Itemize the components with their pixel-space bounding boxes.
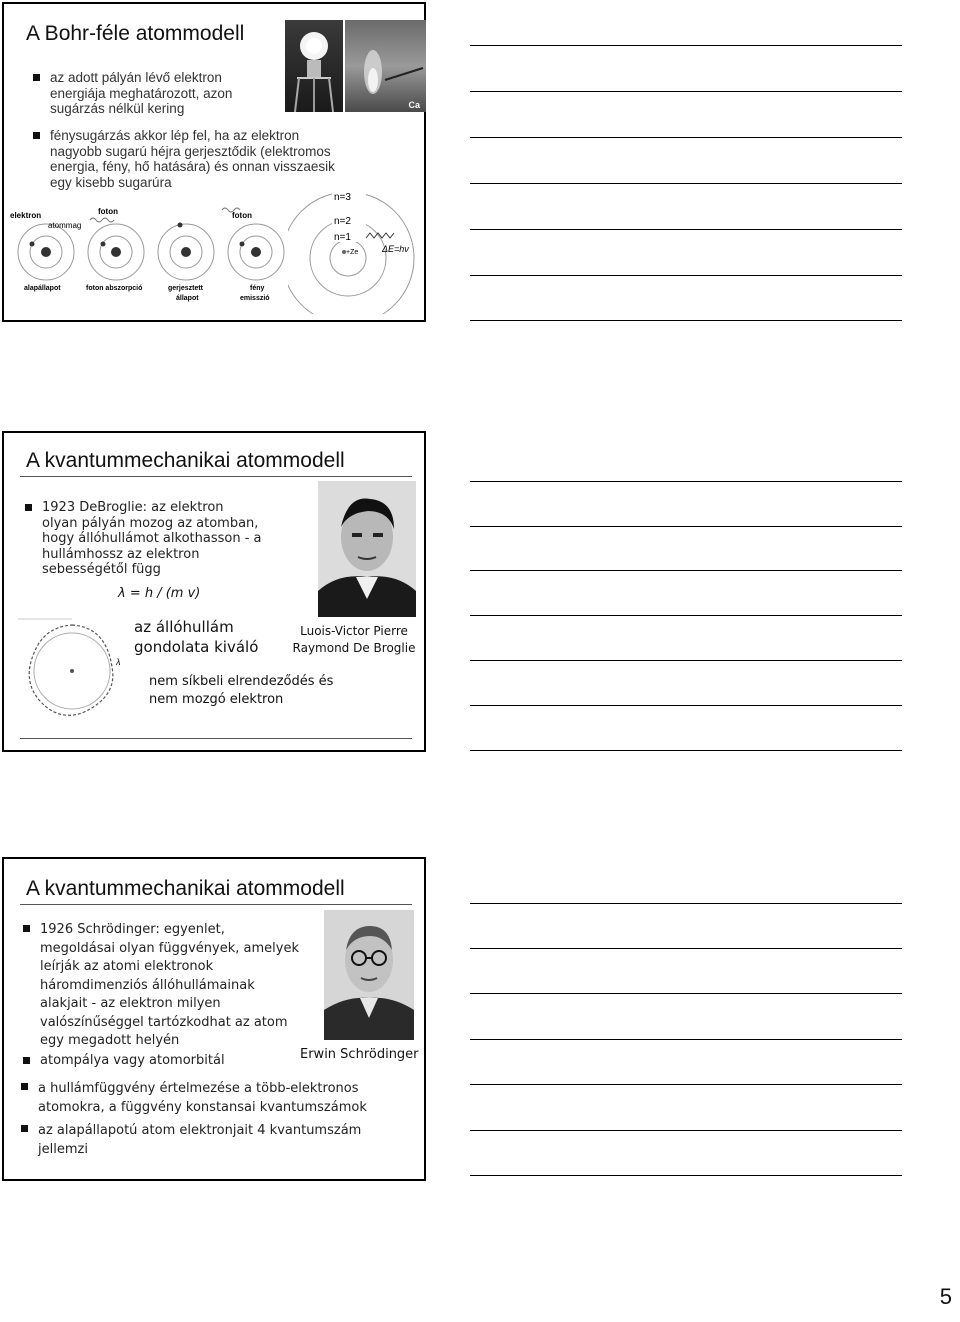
- note-line: [470, 1039, 902, 1040]
- diagram-label-elektron: elektron: [10, 211, 42, 220]
- title-underline: [20, 904, 412, 905]
- portrait-caption: Erwin Schrödinger: [300, 1047, 419, 1062]
- bullet-atomic-orbital: atompálya vagy atomorbitál: [40, 1053, 280, 1069]
- note-line: [470, 45, 902, 46]
- bullet-schrodinger-equation: 1926 Schrödinger: egyenlet, megoldásai olyan függvények, amelyek leírják az atomi elektronok háromdimenziós állóhullámainak alakjait - az elektron milyen valószínűséggel tartózkodhat az atom egy megadott helyén: [40, 921, 330, 1051]
- slide-debroglie: [2, 431, 426, 752]
- slide-schrodinger: [2, 857, 426, 1181]
- diagram-label-gerjesztett-2: állapot: [176, 295, 199, 302]
- note-line: [470, 229, 902, 230]
- slide-title: A Bohr-féle atommodell: [26, 22, 245, 45]
- diagram-label-foton-abszorpcio: foton abszorpció: [86, 285, 143, 292]
- note-line: [470, 948, 902, 949]
- level-n1: n=1: [334, 232, 351, 243]
- diagram-label-atommag: atommag: [48, 221, 82, 230]
- standing-wave-text: az állóhullám gondolata kiváló: [134, 618, 259, 656]
- note-line: [470, 275, 902, 276]
- schrodinger-portrait: [324, 910, 414, 1040]
- nucleus-label: +Ze: [346, 249, 359, 256]
- diagram-label-feny-2: emisszió: [240, 295, 270, 302]
- flame-photo: [345, 20, 426, 112]
- wave-lambda-label: λ: [116, 657, 121, 667]
- note-line: [470, 137, 902, 138]
- note-line: [470, 750, 902, 751]
- bullet-wavefunction: a hullámfüggvény értelmezése a több-elektronos atomokra, a függvény konstansai kvantumszámok: [38, 1079, 418, 1117]
- bullet-electron-orbit: az adott pályán lévő elektron energiája meghatározott, azon sugárzás nélkül kering: [50, 70, 290, 117]
- diagram-label-foton-2: foton: [232, 211, 252, 220]
- energy-formula: ΔE=hν: [382, 244, 409, 254]
- standing-wave-diagram: [18, 617, 130, 723]
- debroglie-portrait: [318, 481, 416, 617]
- note-3d-electron: nem síkbeli elrendeződés és nem mozgó elektron: [149, 674, 334, 707]
- note-line: [470, 615, 902, 616]
- bullet-quantum-numbers: az alapállapotú atom elektronjait 4 kvantumszám jellemzi: [38, 1121, 418, 1159]
- level-n3: n=3: [334, 192, 351, 203]
- note-line: [470, 1175, 902, 1176]
- note-line: [470, 481, 902, 482]
- slide-bohr-model: [2, 2, 426, 322]
- note-line: [470, 1130, 902, 1131]
- diagram-label-foton-1: foton: [98, 207, 118, 216]
- note-line: [470, 320, 902, 321]
- diagram-label-gerjesztett-1: gerjesztett: [168, 285, 204, 292]
- note-line: [470, 903, 902, 904]
- photo-label: Ca: [408, 100, 420, 110]
- bullet-debroglie: 1923 DeBroglie: az elektron olyan pályán mozog az atomban, hogy állóhullámot alkothasson - a hullámhossz az elektron sebességétől függ: [42, 500, 312, 578]
- note-line: [470, 1084, 902, 1085]
- note-line: [470, 183, 902, 184]
- slide-title: A kvantummechanikai atommodell: [26, 877, 345, 900]
- diagram-label-alapallapot: alapállapot: [24, 285, 61, 292]
- bottom-rule: [20, 738, 412, 739]
- note-line: [470, 705, 902, 706]
- energy-level-diagram: [288, 186, 424, 314]
- portrait-caption: Luois-Victor Pierre Raymond De Broglie: [292, 624, 416, 655]
- diagram-label-feny-1: fény: [250, 285, 265, 292]
- light-bulb-photo: [285, 20, 343, 112]
- note-line: [470, 526, 902, 527]
- photon-absorption-diagram: [10, 200, 322, 310]
- note-line: [470, 570, 902, 571]
- slide-title: A kvantummechanikai atommodell: [26, 449, 345, 472]
- page-number: 5: [939, 1284, 952, 1309]
- note-line: [470, 993, 902, 994]
- bullet-light-emission: fénysugárzás akkor lép fel, ha az elektron nagyobb sugarú héjra gerjesztődik (elektromos energia, fény, hő hatására) és onnan visszaesik egy kisebb sugarúra: [50, 128, 380, 190]
- level-n2: n=2: [334, 216, 351, 227]
- note-line: [470, 660, 902, 661]
- title-underline: [20, 476, 412, 477]
- note-line: [470, 91, 902, 92]
- wavelength-formula: λ = h / (m v): [118, 586, 201, 601]
